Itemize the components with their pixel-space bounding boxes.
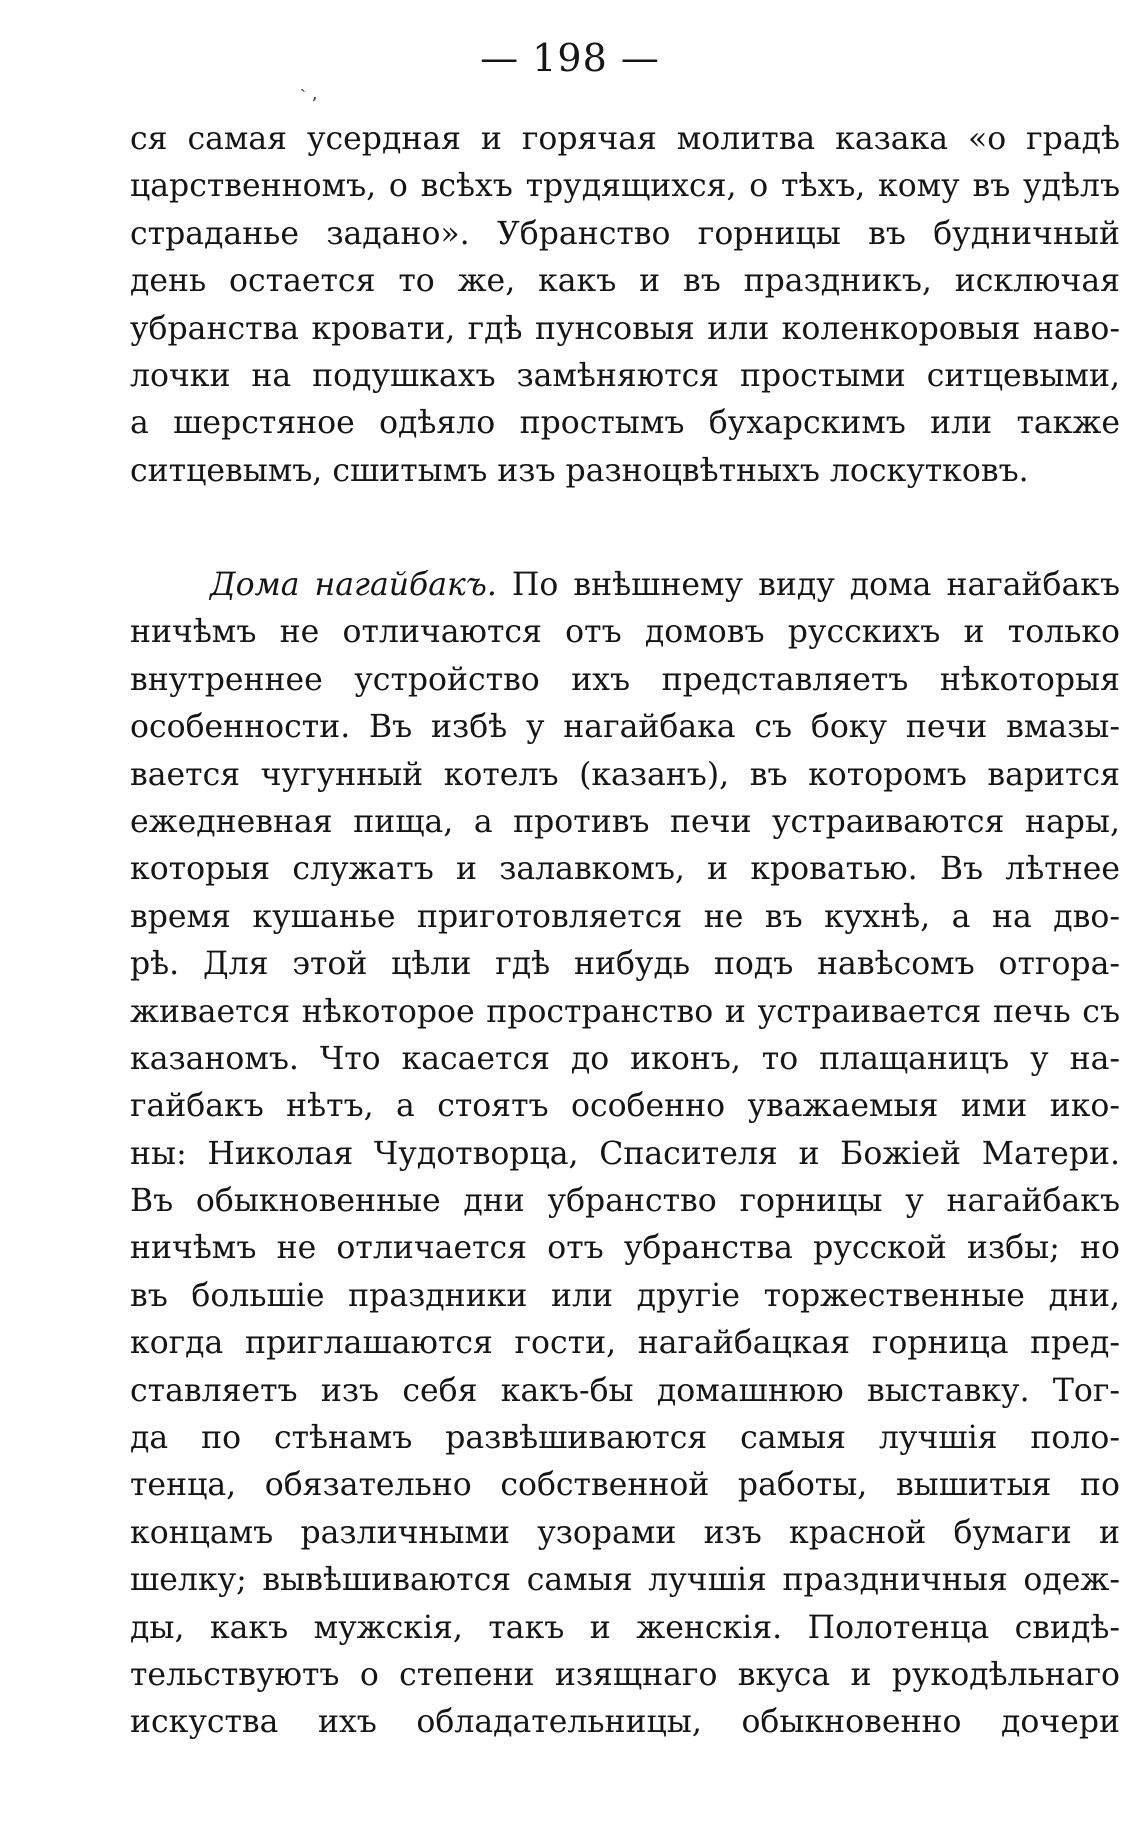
text-line: Въ обыкновенные дни убранство горницы у нагайбакъ <box>130 1183 1120 1220</box>
text-line: шелку; вывѣшиваются самыя лучшія праздничныя одеж- <box>130 1562 1120 1599</box>
text-line: ситцевымъ, сшитымъ изъ разноцвѣтныхъ лоскутковъ. <box>130 452 1029 489</box>
page-number: — 198 — <box>480 36 660 80</box>
text-line: гайбакъ нѣтъ, а стоятъ особенно уважаемыя ими ико- <box>130 1088 1120 1125</box>
text-line: день остается то же, какъ и въ праздникъ, исключая <box>130 263 1120 300</box>
text-line: особенности. Въ избѣ у нагайбака съ боку печи вмазы- <box>130 709 1120 746</box>
text-line: когда приглашаются гости, нагайбацкая горница пред- <box>130 1325 1120 1362</box>
text-line: страданье задано». Убранство горницы въ будничный <box>130 215 1120 252</box>
text-line: лочки на подушкахъ замѣняются простыми ситцевыми, <box>130 357 1120 394</box>
text-line: ежедневная пища, а противъ печи устраиваются нары, <box>130 803 1120 840</box>
text-line: которыя служатъ и залавкомъ, и кроватью. Въ лѣтнее <box>130 851 1120 888</box>
text-line: живается нѣкоторое пространство и устраивается печь съ <box>130 993 1120 1030</box>
text-line: царственномъ, о всѣхъ трудящихся, о тѣхъ, кому въ удѣлъ <box>130 168 1120 205</box>
text-line: казаномъ. Что касается до иконъ, то плащаницъ у на- <box>130 1040 1120 1077</box>
text-line: да по стѣнамъ развѣшиваются самыя лучшія поло- <box>130 1420 1120 1457</box>
text-run: По внѣшнему виду дома нагайбакъ <box>496 567 1120 603</box>
paragraph-houses <box>130 562 1120 1747</box>
text-line: ничѣмъ не отличаются отъ домовъ русскихъ и только <box>130 614 1120 651</box>
text-line: ны: Николая Чудотворца, Спасителя и Божіей Матери. <box>130 1135 1120 1172</box>
text-line: внутреннее устройство ихъ представляетъ нѣкоторыя <box>130 661 1120 698</box>
text-line: искуства ихъ обладательницы, обыкновенно дочери <box>130 1704 1120 1741</box>
text-line: въ большіе праздники или другіе торжественные дни, <box>130 1277 1120 1314</box>
text-line: ся самая усердная и горячая молитва казака «о градѣ <box>130 121 1120 157</box>
text-line: время кушанье приготовляется не въ кухнѣ, а на дво- <box>130 898 1120 935</box>
text-line: ды, какъ мужскія, такъ и женскія. Полотенца свидѣ- <box>130 1609 1120 1646</box>
text-line: концамъ различными узорами изъ красной бумаги и <box>130 1514 1120 1551</box>
margin-marks: ˎ ’ <box>300 72 318 115</box>
text-line: тенца, обязательно собственной работы, вышитыя по <box>130 1467 1120 1504</box>
text-line: убранства кровати, гдѣ пунсовыя или коленкоровыя наво- <box>130 310 1120 347</box>
text-line: тельствуютъ о степени изящнаго вкуса и рукодѣльнаго <box>130 1656 1120 1693</box>
text-line: а шерстяное одѣяло простымъ бухарскимъ или также <box>130 405 1120 442</box>
paragraph-first-line <box>130 562 1120 609</box>
section-heading: Дома нагайбакъ. <box>210 567 497 603</box>
paragraph-continued <box>130 116 1120 495</box>
text-line: рѣ. Для этой цѣли гдѣ нибудь подъ навѣсомъ отгора- <box>130 946 1120 983</box>
text-line: ставляетъ изъ себя какъ-бы домашнюю выставку. Тог- <box>130 1372 1120 1409</box>
text-line: вается чугунный котелъ (казанъ), въ которомъ варится <box>130 756 1120 793</box>
text-line: ничѣмъ не отличается отъ убранства русской избы; но <box>130 1230 1120 1267</box>
